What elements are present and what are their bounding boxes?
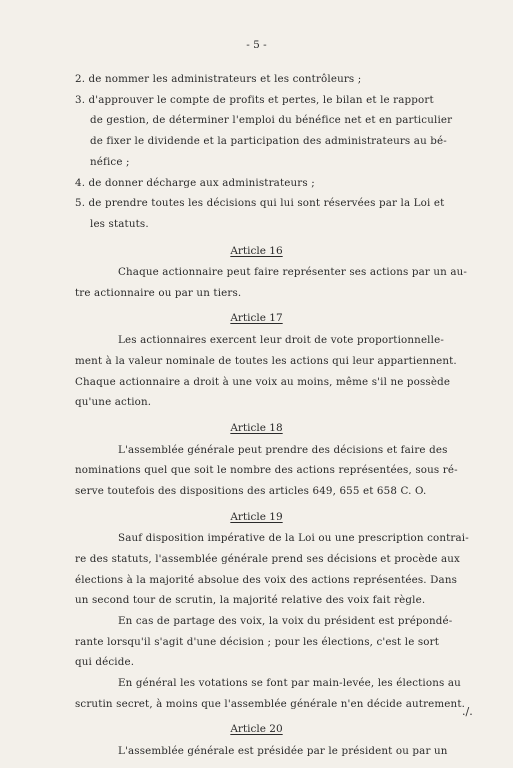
paragraph-line: scrutin secret, à moins que l'assemblée générale n'en décide autrement.	[75, 697, 466, 710]
list-item-continuation: de gestion, de déterminer l'emploi du bénéfice net et en particulier	[90, 114, 453, 127]
paragraph-line: un second tour de scrutin, la majorité relative des voix fait règle.	[75, 594, 426, 607]
page-number: - 5 -	[246, 39, 267, 51]
article-18-heading: Article 18	[230, 421, 283, 434]
list-item: 2. de nommer les administrateurs et les contrôleurs ;	[75, 73, 362, 85]
paragraph-line: Sauf disposition impérative de la Loi ou une prescription contrai-	[118, 532, 469, 545]
paragraph-line: ment à la valeur nominale de toutes les actions qui leur appartiennent.	[75, 354, 457, 367]
article-20-heading: Article 20	[230, 723, 283, 736]
paragraph-line: élections à la majorité absolue des voix des actions représentées. Dans	[75, 573, 458, 586]
list-item-continuation: néfice ;	[90, 155, 130, 168]
list-item: 3. d'approuver le compte de profits et pertes, le bilan et le rapport	[75, 93, 434, 106]
paragraph-line: tre actionnaire ou par un tiers.	[75, 286, 242, 299]
paragraph-line: serve toutefois des dispositions des articles 649, 655 et 658 C. O.	[75, 484, 427, 497]
list-item-continuation: de fixer le dividende et la participation des administrateurs au bé-	[90, 135, 447, 148]
article-17-heading: Article 17	[230, 312, 283, 325]
paragraph-line: Chaque actionnaire peut faire représenter ses actions par un au-	[118, 266, 468, 279]
continuation-mark: ./.	[462, 705, 473, 718]
list-item: 5. de prendre toutes les décisions qui lui sont réservées par la Loi et	[75, 197, 445, 210]
paragraph-line: L'assemblée générale peut prendre des décisions et faire des	[118, 443, 448, 456]
paragraph-line: qu'une action.	[75, 396, 152, 409]
paragraph-line: Les actionnaires exercent leur droit de vote proportionnelle-	[118, 334, 444, 347]
paragraph-line: En cas de partage des voix, la voix du président est prépondé-	[118, 614, 453, 627]
paragraph-line: rante lorsqu'il s'agit d'une décision ; pour les élections, c'est le sort	[75, 635, 440, 648]
paragraph-line: re des statuts, l'assemblée générale prend ses décisions et procède aux	[75, 552, 461, 565]
paragraph-line: nominations quel que soit le nombre des actions représentées, sous ré-	[75, 464, 458, 477]
paragraph-line: qui décide.	[75, 656, 135, 669]
list-item: 4. de donner décharge aux administrateurs ;	[75, 176, 315, 189]
list-item-continuation: les statuts.	[90, 217, 149, 230]
paragraph-line: L'assemblée générale est présidée par le président ou par un	[118, 745, 448, 757]
article-19-heading: Article 19	[230, 510, 283, 523]
article-16-heading: Article 16	[230, 245, 283, 258]
paragraph-line: En général les votations se font par main-levée, les élections au	[118, 677, 461, 689]
paragraph-line: Chaque actionnaire a droit à une voix au moins, même s'il ne possède	[75, 375, 451, 388]
